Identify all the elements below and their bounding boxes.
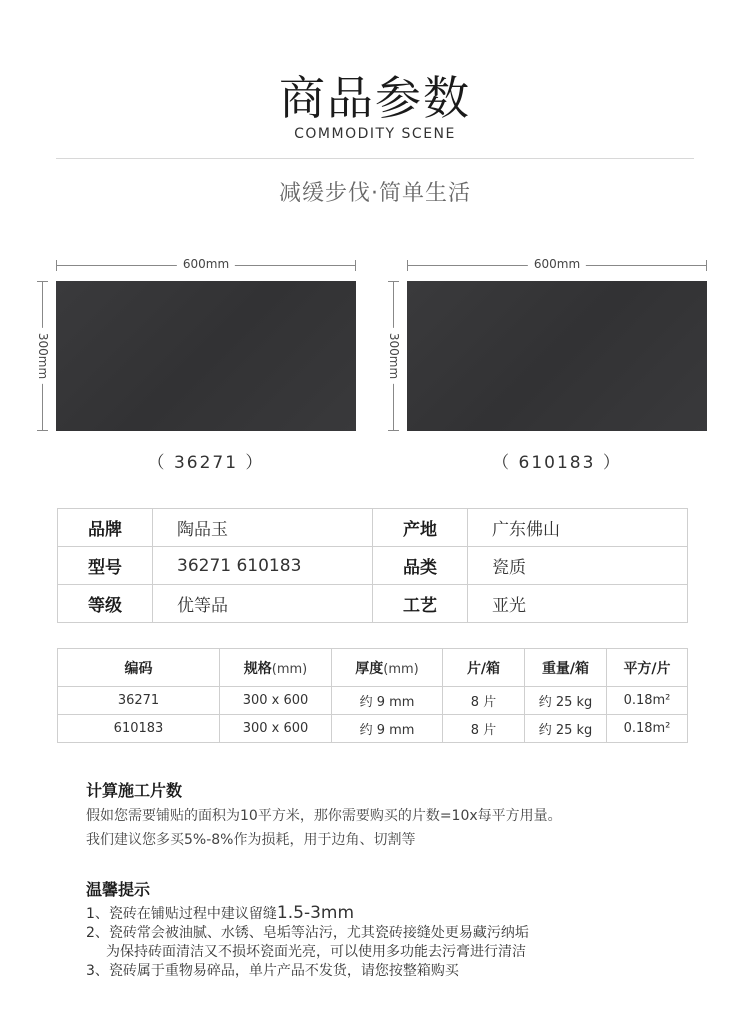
tip-item: 3、瓷砖属于重物易碎品，单片产品不发货，请您按整箱购买 [86, 963, 459, 979]
divider [56, 158, 694, 159]
spec-table [57, 648, 688, 743]
attribute-table [57, 508, 688, 623]
attr-value: 36271 610183 [153, 547, 373, 585]
calc-line: 我们建议您多买5%-8%作为损耗，用于边角、切割等 [86, 832, 416, 848]
tile-block-36271 [36, 255, 356, 485]
tile-image [56, 281, 356, 431]
cell: 300 x 600 [220, 687, 332, 715]
cell: 300 x 600 [220, 715, 332, 743]
cell: 36271 [58, 687, 220, 715]
slogan: 减缓步伐·简单生活 [279, 181, 471, 206]
table-row [58, 509, 688, 547]
tips-list [86, 904, 529, 981]
attr-value: 瓷质 [468, 547, 688, 585]
calc-text [86, 804, 562, 852]
height-label: 300mm [36, 328, 50, 384]
height-label: 300mm [387, 328, 401, 384]
width-dimension [56, 255, 356, 277]
attr-key: 品类 [373, 547, 468, 585]
attr-key: 等级 [58, 585, 153, 623]
table-row [58, 715, 688, 743]
cell: 约 9 mm [332, 687, 443, 715]
tile-code: （ 610183 ） [492, 453, 622, 473]
width-dimension [407, 255, 707, 277]
attr-value: 优等品 [153, 585, 373, 623]
table-row [58, 687, 688, 715]
attr-value: 陶品玉 [153, 509, 373, 547]
height-dimension [36, 281, 50, 431]
attr-value: 亚光 [468, 585, 688, 623]
attr-key: 产地 [373, 509, 468, 547]
attr-key: 品牌 [58, 509, 153, 547]
tips-heading: 温馨提示 [86, 880, 151, 899]
cell: 0.18m² [607, 715, 688, 743]
cell: 610183 [58, 715, 220, 743]
col-header-area: 平方/片 [607, 649, 688, 687]
calc-line: 假如您需要铺贴的面积为10平方米，那你需要购买的片数=10x每平方用量。 [86, 808, 562, 824]
page-subtitle: COMMODITY SCENE [294, 126, 456, 142]
width-label: 600mm [528, 257, 586, 271]
tip-item: 1、瓷砖在铺贴过程中建议留缝1.5-3mm [86, 903, 355, 923]
calc-heading: 计算施工片数 [86, 781, 183, 800]
cell: 约 25 kg [525, 715, 607, 743]
cell: 约 9 mm [332, 715, 443, 743]
col-header-size: 规格(mm) [220, 649, 332, 687]
cell: 8 片 [443, 715, 525, 743]
cell: 约 25 kg [525, 687, 607, 715]
tile-code: （ 36271 ） [147, 453, 265, 473]
attr-key: 型号 [58, 547, 153, 585]
tile-block-610183 [387, 255, 707, 485]
table-header-row [58, 649, 688, 687]
tip-item: 2、瓷砖常会被油腻、水锈、皂垢等沾污，尤其瓷砖接缝处更易藏污纳垢 [86, 925, 529, 941]
cell: 8 片 [443, 687, 525, 715]
tile-image [407, 281, 707, 431]
col-header-weight: 重量/箱 [525, 649, 607, 687]
attr-key: 工艺 [373, 585, 468, 623]
col-header-code: 编码 [58, 649, 220, 687]
table-row [58, 585, 688, 623]
col-header-pieces: 片/箱 [443, 649, 525, 687]
width-label: 600mm [177, 257, 235, 271]
page-title: 商品参数 [279, 71, 471, 125]
tip-item-continued: 为保持砖面清洁又不损坏瓷面光亮，可以使用多功能去污膏进行清洁 [106, 944, 526, 960]
table-row [58, 547, 688, 585]
col-header-thickness: 厚度(mm) [332, 649, 443, 687]
height-dimension [387, 281, 401, 431]
attr-value: 广东佛山 [468, 509, 688, 547]
cell: 0.18m² [607, 687, 688, 715]
